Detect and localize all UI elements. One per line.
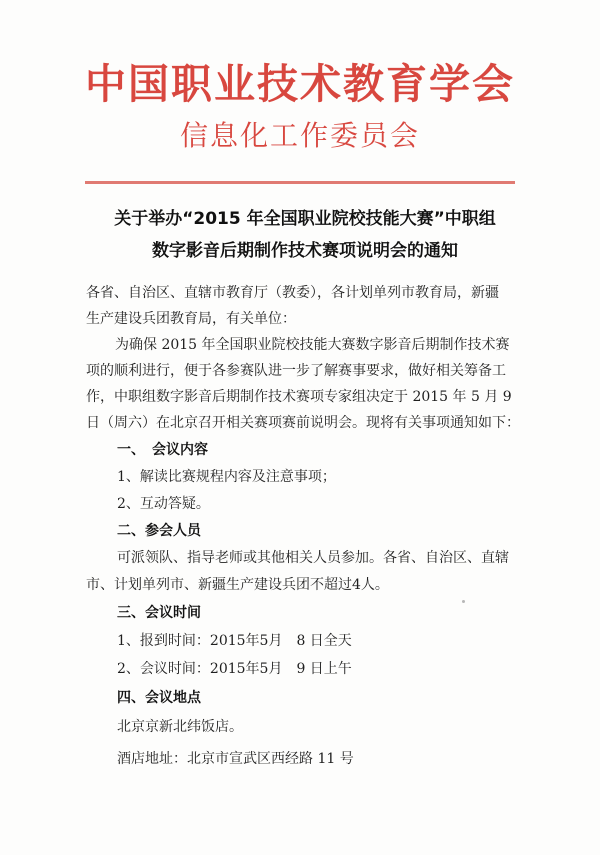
intro-line-2: 项的顺利进行，便于各参赛队进一步了解赛事要求，做好相关筹备工 bbox=[86, 363, 506, 379]
section-2-heading: 二、参会人员 bbox=[117, 523, 201, 539]
notice-title-line-1: 关于举办“2015 年全国职业院校技能大赛”中职组 bbox=[114, 209, 496, 229]
section-3-item-1: 1、报到时间：2015年5月 8 日全天 bbox=[117, 633, 352, 649]
section-2-line-1: 可派领队、指导老师或其他相关人员参加。各省、自治区、直辖 bbox=[117, 550, 509, 566]
notice-title-line-2: 数字影音后期制作技术赛项说明会的通知 bbox=[152, 241, 458, 261]
section-4-heading: 四、会议地点 bbox=[117, 690, 201, 706]
section-2-line-2: 市、计划单列市、新疆生产建设兵团不超过4人。 bbox=[86, 577, 389, 593]
recipients-line-1: 各省、自治区、直辖市教育厅（教委），各计划单列市教育局，新疆 bbox=[86, 285, 499, 301]
section-3-item-2: 2、会议时间：2015年5月 9 日上午 bbox=[117, 661, 352, 677]
intro-line-1: 为确保 2015 年全国职业院校技能大赛数字影音后期制作技术赛 bbox=[115, 337, 510, 353]
letterhead-organization: 中国职业技术教育学会 bbox=[85, 60, 515, 108]
section-4-address: 酒店地址：北京市宣武区西经路 11 号 bbox=[117, 751, 354, 767]
letterhead-committee: 信息化工作委员会 bbox=[179, 119, 420, 152]
recipients-line-2: 生产建设兵团教育局，有关单位： bbox=[86, 311, 296, 327]
section-3-heading: 三、会议时间 bbox=[117, 605, 201, 621]
intro-line-3: 作，中职组数字影音后期制作技术赛项专家组决定于 2015 年 5 月 9 bbox=[86, 389, 512, 405]
letterhead-divider bbox=[85, 181, 515, 184]
section-1-item-1: 1、解读比赛规程内容及注意事项； bbox=[117, 469, 336, 485]
section-1-heading: 一、 会议内容 bbox=[117, 442, 208, 458]
intro-line-4: 日（周六）在北京召开相关赛项赛前说明会。现将有关事项通知如下： bbox=[86, 415, 520, 431]
section-1-item-2: 2、互动答疑。 bbox=[117, 496, 210, 512]
scan-speck bbox=[462, 600, 465, 603]
section-4-venue: 北京京新北纬饭店。 bbox=[117, 719, 243, 735]
